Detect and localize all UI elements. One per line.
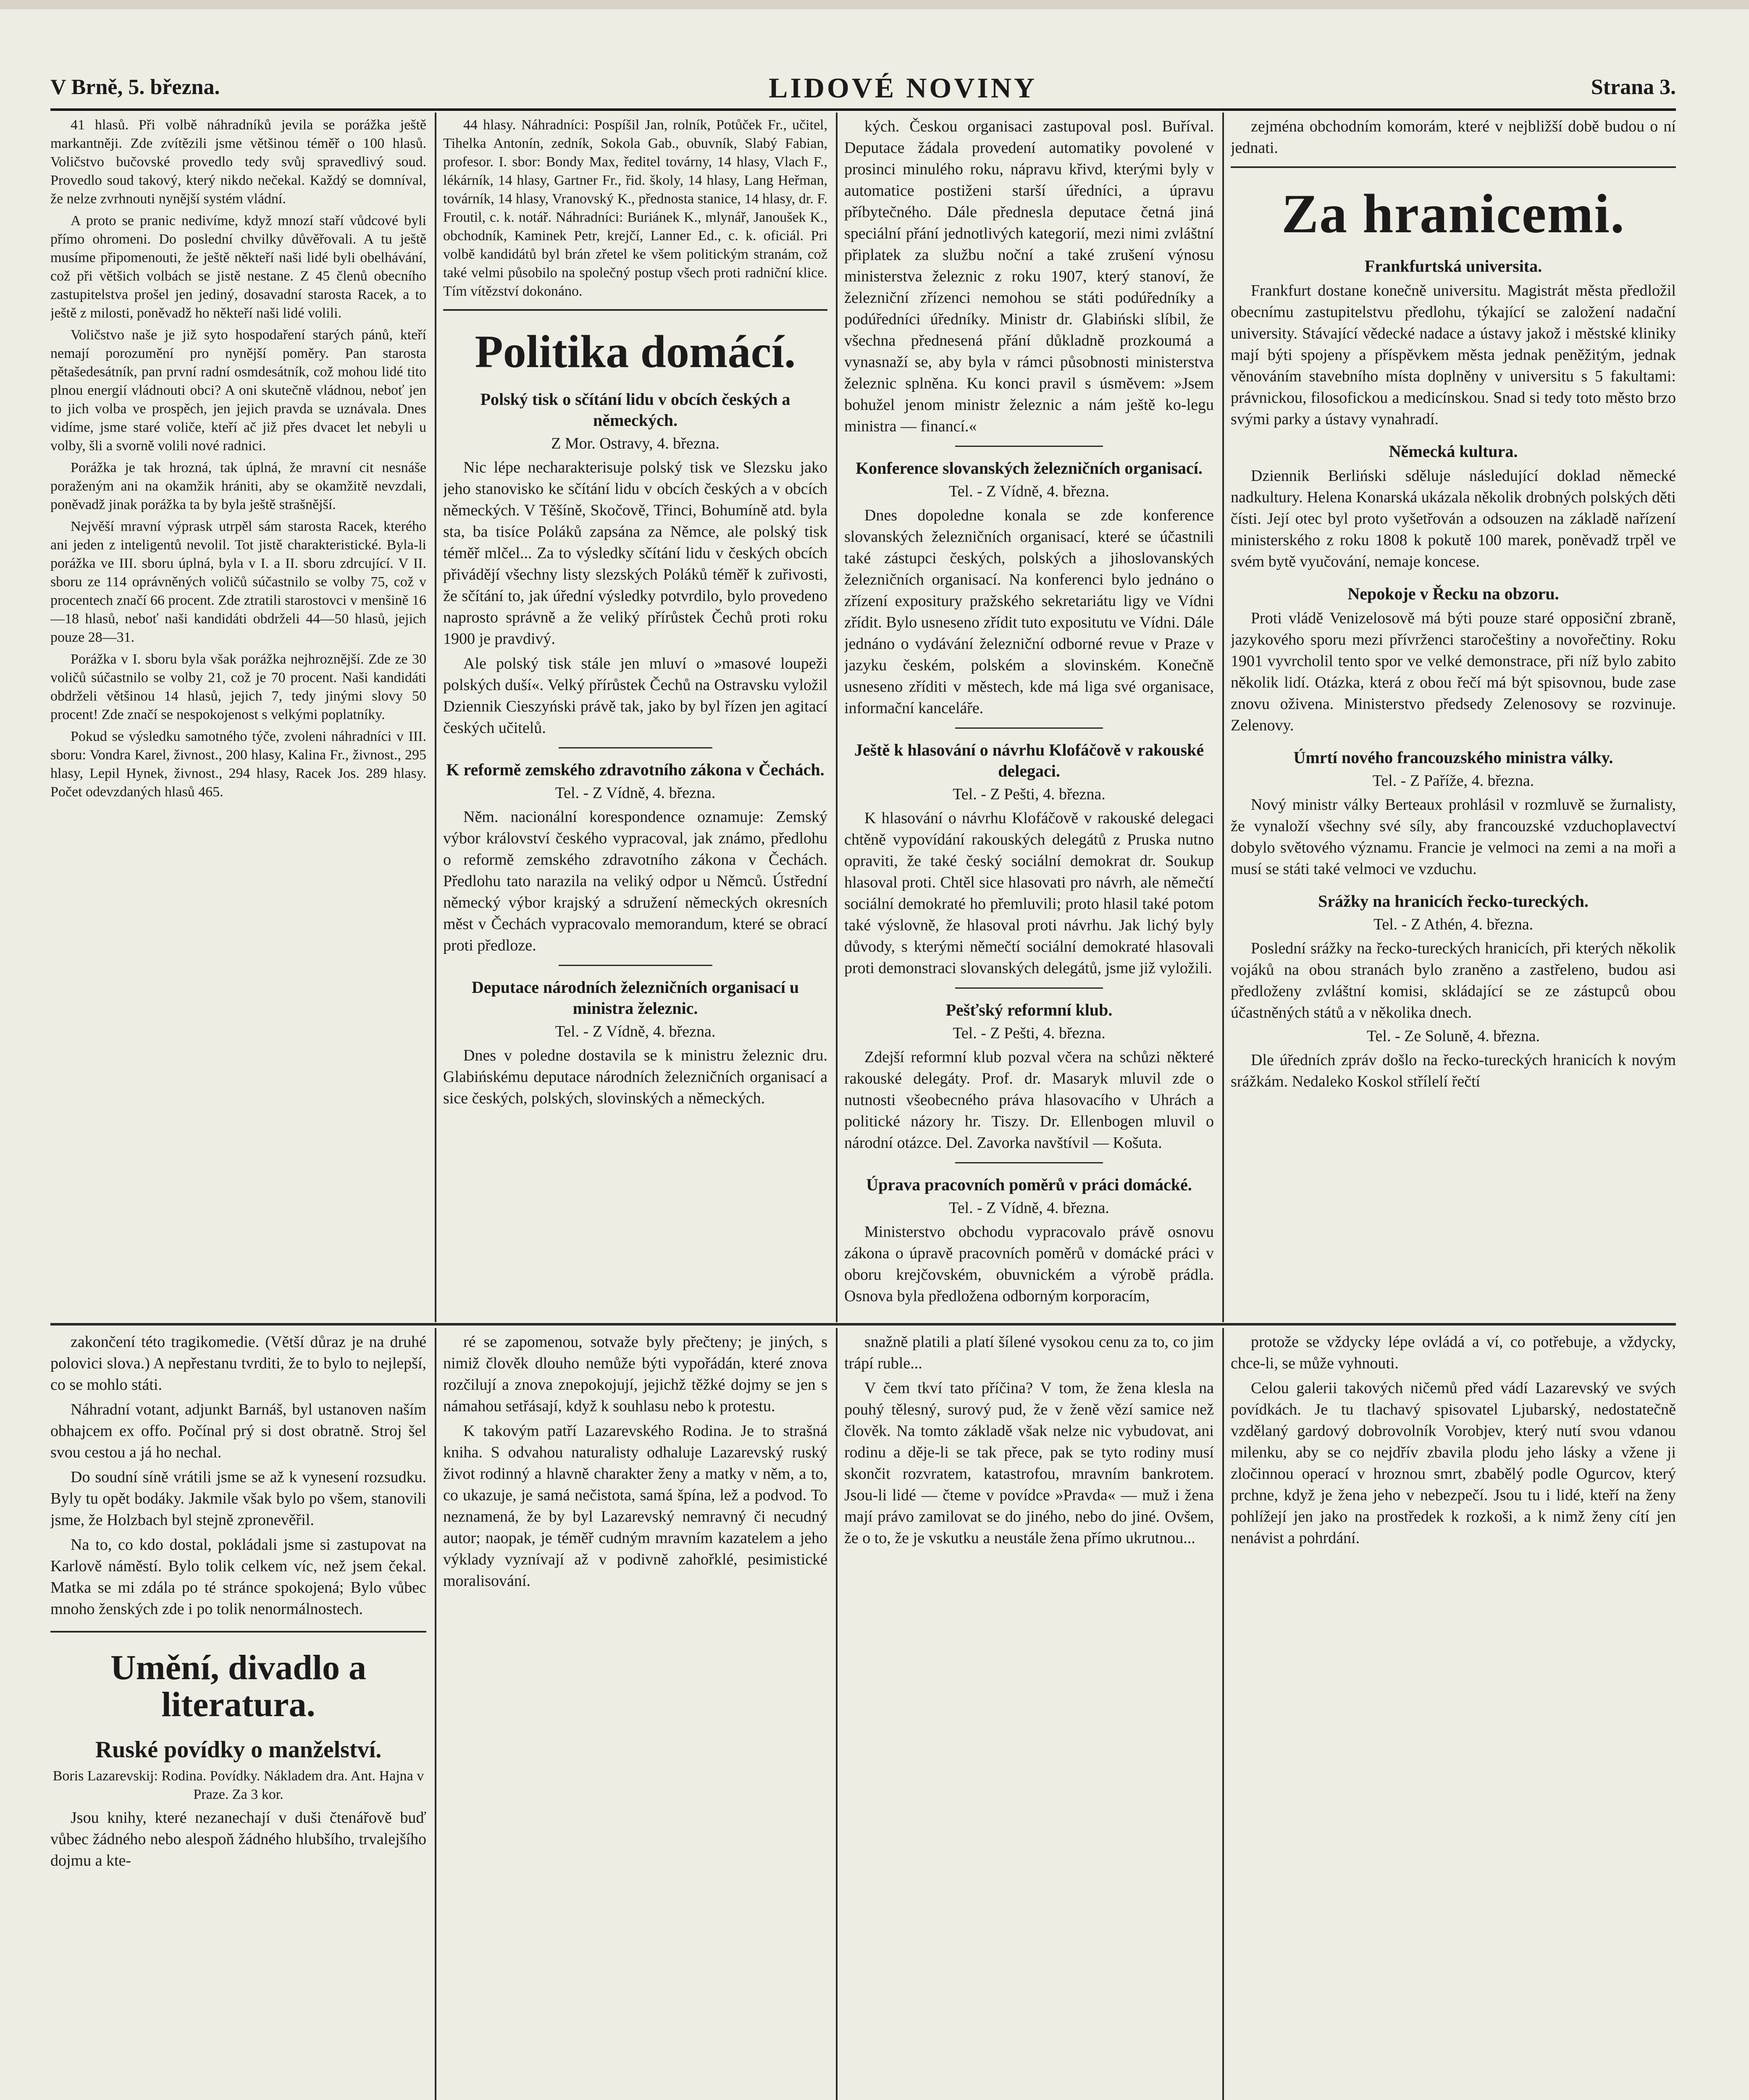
bottom-column-3 [844,1331,1214,2100]
paragraph: Poslední srážky na řecko-tureckých hranicích, při kterých několik vojáků na obou stranách bylo zraněno a zastřeleno, budou asi předloženy zvláštní komisi, skládající se ze zástupců obou účastněných států a v několika dnech. [1231,939,1676,1021]
article-biblio-ruske: Boris Lazarevskij: Rodina. Povídky. Nákladem dra. Ant. Hajna v Praze. Za 3 kor. [53,1768,424,1803]
article-heading-ruske: Ruské povídky o manželství. [95,1737,382,1763]
paragraph: K hlasování o návrhu Klofáčově v rakouské delegaci chtěně vypovídání rakouských delegátů z Pruska nutno opraviti, že také český sociální demokrat dr. Soukup hlasoval proti. Chtěl sice hlasovati pro návrh, ale němečtí sociální demokraté ho přemluvili; proto hlasil také potom také výslovně, že hlasoval proti návrhu. Jak lichý byly důvody, s kterými němečtí sociální demokraté hlasovali proti demonstraci slovanských delegátů, jsme již vyložili. [844,809,1214,977]
article-body-uprava [844,1221,1214,1307]
article-heading-nemecka: Německá kultura. [1389,441,1518,461]
column-divider [836,113,838,1322]
column-divider [435,113,436,1322]
paragraph: Něm. nacionální korespondence oznamuje: Zemský výbor království českého vypracoval, jak známo, předlohu o reformě zemského zdravotního zákona v Čechách. Předlohu tato narazila na veliký odpor u Němců. Ústřední německý výbor krajský a sdružení německých okresních měst v Čechách vypracovalo memorandum, které se obrací proti předloze. [443,808,827,954]
paragraph: Dnes dopoledne konala se zde konference slovanských železničních organisací, které se účastnili také zástupci českých, polských a jihoslovanských železničních organisací. Na konferenci bylo jednáno o zřízení expositury pražského sekretariátu ligy ve Vídni zřídit. Bylo usneseno zřídit tuto expositutu ve Vídni. Dále jednáno o vydávání železniční odborné revue v Praze v jazyku českém, polském a slovinském. Konečně usneseno zříditi v městech, kde má liga své organisace, informační kanceláře. [844,507,1214,717]
article-dateline-uprava: Tel. - Z Vídně, 4. března. [949,1199,1109,1217]
column-divider [1222,113,1224,1322]
article-dateline-polsky: Z Mor. Ostravy, 4. března. [551,434,720,452]
column-2 [443,116,827,1317]
article-heading-umrti: Úmrtí nového francouzského ministra války. [1293,748,1613,767]
paragraph: Do soudní síně vrátili jsme se až k vynesení rozsudku. Byly tu opět bodáky. Jakmile však bylo po všem, stanovili jsme, že Holzbach byl stejně zpronevěřil. [50,1468,426,1529]
paragraph: A proto se pranic nedivíme, když mnozí staří vůdcové byli přímo ohromeni. Do poslední chvilky důvěřovali. A tu ještě musíme připomenouti, že ještě někteří naši lidé byli obelhávání, což při většich volbách se jistě nestane. Z 45 členů obecního zastupitelstva prošel jen jediný, dosavadní starosta Racek, a to ještě z milosti, poněvadž ho někteří naši lidé volili. [50,213,426,321]
article-body-nemecka [1231,465,1676,572]
masthead-page-number: Strana 3. [1591,75,1676,99]
column-1-text [50,116,426,801]
article-body-recko [1231,608,1676,736]
section-title-politika: Politika domácí. [475,326,796,377]
article-body-deputace-cont [844,116,1214,437]
paragraph: K takovým patří Lazarevského Rodina. Je to strašná kniha. S odvahou naturalisty odhaluje Lazarevský ruský život rodinný a hlavně charakter ženy a matky v něm, a to, co ukazuje, je samá nečistota, samá špína, lež a podvod. To neznamená, že by byl Lazarevský nemravný či necudný autor; naopak, je téměř cudným mravním kazatelem a jeho výklady vyznívají až v podivně zahořklé, pesimistické moralisování. [443,1422,827,1590]
masthead [50,72,1676,108]
article-heading-polsky: Polský tisk o sčítání lidu v obcích českých a německých. [480,389,790,430]
article-separator [955,987,1103,989]
article-body-klofac [844,808,1214,979]
paragraph: kých. Českou organisaci zastupoval posl. Buříval. Deputace žádala provedení automatiky povolené v prosinci minulého roku, nápravu křivd, kterými byly v automatice postiženi starší úředníci, a úpravu příbytečného. Dále přednesla deputace četná jiná speciální přání jednotlivých kategorií, mezi nimi zvláštní připlatek za službu noční a také zrušení výnosu ministerstva železnic z roku 1907, který stanoví, že železniční zřízenci nemohou se státi podúředníky a podúředníci úředníky. Ministr dr. Glabiński slíbil, že všechna přednesená přání důkladně prozkoumá a vynasnaží se, aby byla v rámci působnosti ministerstva železnic splněna. Ku konci pravil s úsměvem: »Jsem bohužel jenom ministr železnic a nám ještě ko-legu ministra — financí.« [844,118,1214,435]
column-divider [435,1328,436,2100]
article-dateline-klofac: Tel. - Z Pešti, 4. března. [953,785,1106,803]
article-body-ruske-cont [443,1331,827,1592]
article-separator [559,747,712,748]
column-1 [50,116,426,1317]
article-separator [955,1162,1103,1163]
section-rule [50,1631,426,1633]
article-body-polsky [443,457,827,739]
paragraph: Ministerstvo obchodu vypracovalo právě osnovu zákona o úpravě pracovních poměrů v domácké práci v oboru krejčovském, obuvnickém a výrobě prádla. Osnova byla předložena odborným korporacím, [844,1223,1214,1305]
article-body-srazky [1231,938,1676,1024]
paragraph: Dnes v poledne dostavila se k ministru železnic dru. Glabińskému deputace národních železničních organisací a sice českých, polských, slovinských a německých. [443,1046,827,1107]
paragraph: zakončení této tragikomedie. (Větší důraz je na druhé polovici slova.) A nepřestanu tvrditi, že to bylo to nejlepší, co se mohlo státi. [50,1333,426,1394]
article-body-reforma [443,806,827,956]
section-title-hranice: Za hranicemi. [1282,183,1625,244]
paragraph: zejména obchodním komorám, které v nejbližší době budou o ní jednati. [1231,118,1676,157]
paragraph: ré se zapomenou, sotvaže byly přečteny; je jiných, s nimiž člověk dlouho nemůže býti vypořádán, které znova rozčilují a znova znepokojují, jejichž těžké dojmy se jen s námahou setřásají, když k souhlasu nebo k protestu. [443,1333,827,1415]
article-heading-srazky: Srážky na hranicích řecko-tureckých. [1318,891,1589,911]
masthead-rule [50,108,1676,111]
paragraph: V čem tkví tato příčina? V tom, že žena klesla na pouhý tělesný, surový pud, že v ženě vězí samice než člověk. Na tomto základě však nelze nic vybudovat, ani rodinu a děje-li se tak přece, pak se tyto rodiny musí skončit rozvratem, katastrofou, mravním bankrotem. Jsou-li lidé — čteme v povídce »Pravda« — muž i žena mají právo zamilovat se do jiného, nebo do jiné. Ovšem, že o to, že je vskutku a neustále žena přímo ukrutnou... [844,1379,1214,1547]
paragraph: Proti vládě Venizelosově má býti pouze staré opposiční zbraně, jazykového sporu mezi přívrženci staročeštiny a novořečtiny. Roku 1901 vyvrcholil tento spor ve velké demonstrace, při níž bylo zabito několik lidí. Otázka, která z obou řečí má být spisovnou, bude zase znovu oživena. Ministerstvo předsedy Zelenosovy se rozvinuje. Zelenovy. [1231,609,1676,734]
paragraph: Nejvěší mravní výprask utrpěl sám starosta Racek, kterého ani jeden z inteligentů nevolil. Tot jistě charakteristické. Byla-li porážka ve III. sboru úplná, byla v I. a II. sboru zdrcující. V II. sboru ze 114 oprávněných voličů súčastnilo se volby 75, což v procentech značí 66 procent. Zde ztratili starostovci v menšině 16—18 hlasů, neboť naši kandidáti obdrželi 44—50 hlasů, jejich pouze 28—31. [50,519,426,645]
column-4 [1231,116,1676,1317]
article-heading-deputace: Deputace národních železničních organisací u ministra železnic. [471,977,799,1018]
article-separator [955,727,1103,729]
masthead-date: V Brně, 5. března. [50,75,220,99]
feuilleton-body [50,1331,426,1620]
article-body-ruske-cont-2 [844,1331,1214,1549]
article-body-ruske-cont-3 [1231,1331,1676,1549]
article-heading-reforma: K reformě zemského zdravotního zákona v Čechách. [446,760,825,779]
column-divider [1222,1328,1224,2100]
article-body-frankfurt [1231,280,1676,430]
column-2-intro [443,116,827,301]
article-dateline-srazky: Tel. - Z Athén, 4. března. [1373,915,1534,933]
paragraph: Celou galerii takových ničemů před vádí Lazarevský ve svých povídkách. Je tu tlachavý spisovatel Ljubarský, nedostatečně vzdělaný gardový dobrovolník Vorobjev, který nutí svou vdanou milenku, aby se co nejdřív zbavila plodu jeho lásky a vžene ji zločinnou operací v hroznou smrt, zbabělý podle Ogurcov, který prchne, když je žena jeho v nebezpečí. Jsou tu i lidé, kteří na ženy pohlížejí jen jako na prostředek k rozkoši, a k nimž ženy cítí jen nenávist a pohrdání. [1231,1379,1676,1547]
article-body-ruske [50,1807,426,1872]
feuilleton-rule [50,1323,1676,1326]
paragraph: Nový ministr války Berteaux prohlásil v rozmluvě se žurnalisty, že vynaloží všechny své síly, aby francouzské vzduchoplavectví dobylo světového významu. Francie je velmoci na zemi a na moři a musí se státi také velmoci ve vzduchu. [1231,795,1676,878]
paragraph: snažně platili a platí šílené vysokou cenu za to, co jim trápí ruble... [844,1333,1214,1372]
article-heading-konference: Konference slovanských železničních organisací. [856,459,1203,478]
paragraph: Dziennik Berliński sděluje následující doklad německé nadkultury. Helena Konarská ukázala několik drobných polských děti čísti. Její otec byl proto vyšetřován a odsouzen na základě nařízení ministerského z roku 1808 k pokutě 100 marek, poněvadž trpěl ve svém bytě vyučování, nemaje koncese. [1231,467,1676,570]
column-3 [844,116,1214,1317]
article-body-komory [1231,116,1676,159]
article-body-konference [844,505,1214,719]
article-body-umrti [1231,794,1676,880]
section-rule [1231,166,1676,168]
article-separator [955,446,1103,447]
article-heading-recko: Nepokoje v Řecku na obzoru. [1347,584,1559,603]
article-body-pestsky [844,1047,1214,1154]
article-heading-pestsky: Pešťský reformní klub. [945,1000,1113,1019]
article-body-deputace [443,1045,827,1109]
bottom-column-2 [443,1331,827,2100]
article-dateline-pestsky: Tel. - Z Pešti, 4. března. [953,1024,1106,1042]
section-title-umeni: Umění, divadlo a literatura. [110,1648,367,1725]
paragraph: 44 hlasy. Náhradníci: Pospíšil Jan, rolník, Potůček Fr., učitel, Tihelka Antonín, zedník, Sokola Gab., obuvník, Slabý Fabian, profesor. I. sbor: Bondy Max, ředitel továrny, 14 hlasy, Vlach F., lékárník, 14 hlasy, Gartner Fr., řid. školy, 14 hlasy, Lang Heřman, továrník, 14 hlasy, Vranovský K., přednosta stanice, 14 hlasy, dr. F. Froutil, c. k. notář. Náhradníci: Buriánek K., mlynář, Janoušek K., obchodník, Kaminek Petr, krejčí, Lanner Ed., c. k. oficiál. Pri volbě kandidátů byl brán zřetel ke všem politickým stranám, což také velmi působilo na společný postup všech proti radniční klice. Tím vítězství dokonáno. [443,117,827,299]
article-dateline-umrti: Tel. - Z Paříže, 4. března. [1372,772,1534,790]
bottom-column-1 [50,1331,426,2100]
paragraph: Frankfurt dostane konečně universitu. Magistrát města předložil obecnímu zastupitelstvu předlohu, týkající se založení nadační university. Stávající vědecké nadace a ústavy jakož i městské kliniky mají býti spojeny a příspěvkem města jednak peněžitým, jednak věnováním stavebního místa doplněny v universitu s 5 fakultami: právnickou, filosofickou a medicínskou. Snad si tedy toto město brzo svými parky a ústavy vynahradí. [1231,281,1676,428]
article-dateline-solun: Tel. - Ze Soluně, 4. března. [1366,1027,1540,1045]
paragraph: Nic lépe necharakterisuje polský tisk ve Slezsku jako jeho stanovisko ke sčítání lidu v obcích českých a v obcích německých. V Těšíně, Skočově, Třinci, Bohumíně atd. byla sta, ba tisíce Poláků zapsána za Němce, ale polský tisk téměř mlčel... Za to výsledky sčítání lidu v českých obcích přivádějí všechny listy slezských Poláků téměř k zuřivosti, že sčítání to, jak úřední výsledky potvrdilo, bylo provedeno naprosto správně a že veliký přírůstek Čechů proti roku 1900 je pravdivý. [443,458,827,648]
column-divider [836,1328,838,2100]
article-heading-klofac: Ještě k hlasování o návrhu Klofáčově v rakouské delegaci. [854,740,1204,780]
paragraph: Náhradní votant, adjunkt Barnáš, byl ustanoven naším obhajcem ex offo. Počínal prý si dost obratně. Stroj šel svou cestou a já ho nechal. [50,1401,426,1461]
paragraph: Jsou knihy, které nezanechají v duši čtenářově buď vůbec žádného nebo alespoň žádného hlubšího, trvalejšího dojmu a kte- [50,1809,426,1870]
paragraph: Ale polský tisk stále jen mluví o »masové loupeži polských duší«. Velký přírůstek Čechů na Ostravsku vyložil Dziennik Cieszyński právě tak, jako by byl řízen jen agitací českých učitelů. [443,654,827,737]
paragraph: Porážka v I. sboru byla však porážka nejhroznější. Zde ze 30 voličů súčastnilo se volby 21, což je 70 procent. Naši kandidáti obdrželi většinou 14 hlasů, jejich 7, tedy jinými slovy 50 procent! Zde značí se nespokojenost s velkými poplatníky. [50,651,426,722]
paragraph: Voličstvo naše je již syto hospodaření starých pánů, kteří nemají porozumění pro nynější poměry. Pan starosta pětašedesátník, pan první radní osmdesátník, což mohou lidé tito plnou energií vládnouti obci? A oni skutečně vládnou, neboť jen to jich volba ve prospěch, jen jejich pravda se uznávala. Dnes vidíme, jsme staré voliče, kteří ač již přes dvacet let nebyli u volby, šli a svorně volili nové radnici. [50,327,426,454]
article-dateline-reforma: Tel. - Z Vídně, 4. března. [555,784,716,802]
paragraph: Pokud se výsledku samotného týče, zvoleni náhradníci v III. sboru: Vondra Karel, živnost., 200 hlasy, Kalina Fr., živnost., 295 hlasy, Lepil Hynek, živnost., 294 hlasy, Racek Jos. 289 hlasy. Počet odevzdaných hlasů 465. [50,729,426,800]
paragraph: Na to, co kdo dostal, pokládali jsme si zastupovat na Karlově náměstí. Bylo tolik celkem víc, než jsem čekal. Matka se mi zdála po té stránce spokojená; Bylo vůbec mnoho ženských zde i po tolik nenormálnostech. [50,1536,426,1618]
scan-edge-top [0,0,1749,9]
paragraph: protože se vždycky lépe ovládá a ví, co potřebuje, a vždycky, chce-li, se může vyhnouti. [1231,1333,1676,1372]
article-body-solun [1231,1050,1676,1092]
section-rule [443,309,827,311]
bottom-column-4 [1231,1331,1676,2100]
paragraph: 41 hlasů. Při volbě náhradníků jevila se porážka ještě markantněji. Zde zvítězili jsme většinou téměř o 100 hlasů. Voličstvo bučovské provedlo tedy svůj spravedlivý soud. Provedlo soud takový, který nikdo nečekal. Každý se domníval, že nelze zvrhnouti nynější systém vládní. [50,117,426,207]
article-dateline-deputace: Tel. - Z Vídně, 4. března. [555,1022,716,1040]
paragraph: Dle úředních zpráv došlo na řecko-tureckých hranicích k novým srážkám. Nedaleko Koskol střílelí řečtí [1231,1051,1676,1090]
article-heading-frankfurt: Frankfurtská universita. [1364,256,1542,276]
masthead-title: LIDOVÉ NOVINY [769,72,1037,104]
article-dateline-konference: Tel. - Z Vídně, 4. března. [949,483,1109,500]
article-separator [559,965,712,966]
paragraph: Zdejší reformní klub pozval včera na schůzi některé rakouské delegáty. Prof. dr. Masaryk mluvil zde o nutnosti všeobecného práva hlasovacího v Uhrách a politické názory hr. Tiszy. Dr. Ellenbogen mluvil o národní otázce. Del. Zavorka navštívil — Košuta. [844,1048,1214,1152]
paragraph: Porážka je tak hrozná, tak úplná, že mravní cit nesnáše poraženým ani na okamžik hrániti, aby se okamžitě nevzdali, poněvadž jinak porážka ta by byla ještě strašnější. [50,460,426,512]
article-heading-uprava: Úprava pracovních poměrů v práci domácké. [866,1175,1192,1194]
